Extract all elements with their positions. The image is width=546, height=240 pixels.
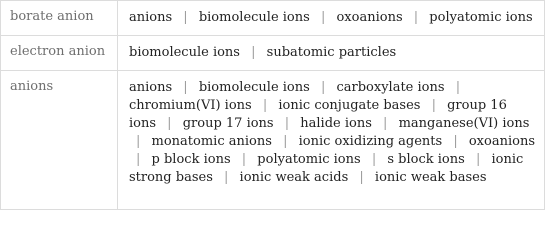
value-item: group 17 ions <box>182 116 274 131</box>
separator: | <box>283 134 288 149</box>
separator: | <box>320 80 326 95</box>
row-values <box>118 36 545 71</box>
separator: | <box>224 170 229 185</box>
value-item: biomolecule ions <box>129 45 240 60</box>
value-item: group 16 ions <box>129 98 507 131</box>
separator: | <box>136 134 141 149</box>
value-item: anions <box>129 80 173 95</box>
table-row <box>1 1 545 36</box>
separator: | <box>431 98 436 113</box>
value-item: ionic oxidizing agents <box>298 134 443 149</box>
separator: | <box>359 170 364 185</box>
value-item: monatomic anions <box>151 134 272 149</box>
separator: | <box>453 134 458 149</box>
separator: | <box>241 152 247 167</box>
value-item: oxoanions <box>468 134 535 149</box>
value-item: ionic weak acids <box>239 170 349 185</box>
separator: | <box>136 152 141 167</box>
table-row <box>1 71 545 210</box>
value-item: polyatomic ions <box>257 152 361 167</box>
row-label: anions <box>1 71 118 210</box>
separator: | <box>284 116 290 131</box>
value-item: polyatomic ions <box>429 10 533 25</box>
row-values <box>118 1 545 36</box>
value-item: anions <box>129 10 173 25</box>
separator: | <box>262 98 268 113</box>
separator: | <box>455 80 461 95</box>
value-item: oxoanions <box>336 10 403 25</box>
separator: | <box>413 10 419 25</box>
value-item: ionic conjugate bases <box>278 98 421 113</box>
separator: | <box>183 80 188 95</box>
separator: | <box>383 116 388 131</box>
value-item: subatomic particles <box>266 45 397 60</box>
separator: | <box>371 152 377 167</box>
separator: | <box>167 116 172 131</box>
value-item: p block ions <box>151 152 231 167</box>
value-item: ionic weak bases <box>374 170 487 185</box>
row-label: electron anion <box>1 36 118 71</box>
value-item: halide ions <box>300 116 372 131</box>
value-item: biomolecule ions <box>198 80 310 95</box>
separator: | <box>251 45 256 60</box>
value-item: chromium(VI) ions <box>129 98 252 113</box>
value-item: manganese(VI) ions <box>398 116 530 131</box>
table-row <box>1 36 545 71</box>
separator: | <box>183 10 188 25</box>
row-label: borate anion <box>1 1 118 36</box>
value-item: biomolecule ions <box>198 10 310 25</box>
separator: | <box>320 10 326 25</box>
row-values <box>118 71 545 210</box>
value-item: ionic strong bases <box>129 152 524 185</box>
separator: | <box>475 152 481 167</box>
value-item: s block ions <box>387 152 465 167</box>
value-item: carboxylate ions <box>336 80 445 95</box>
